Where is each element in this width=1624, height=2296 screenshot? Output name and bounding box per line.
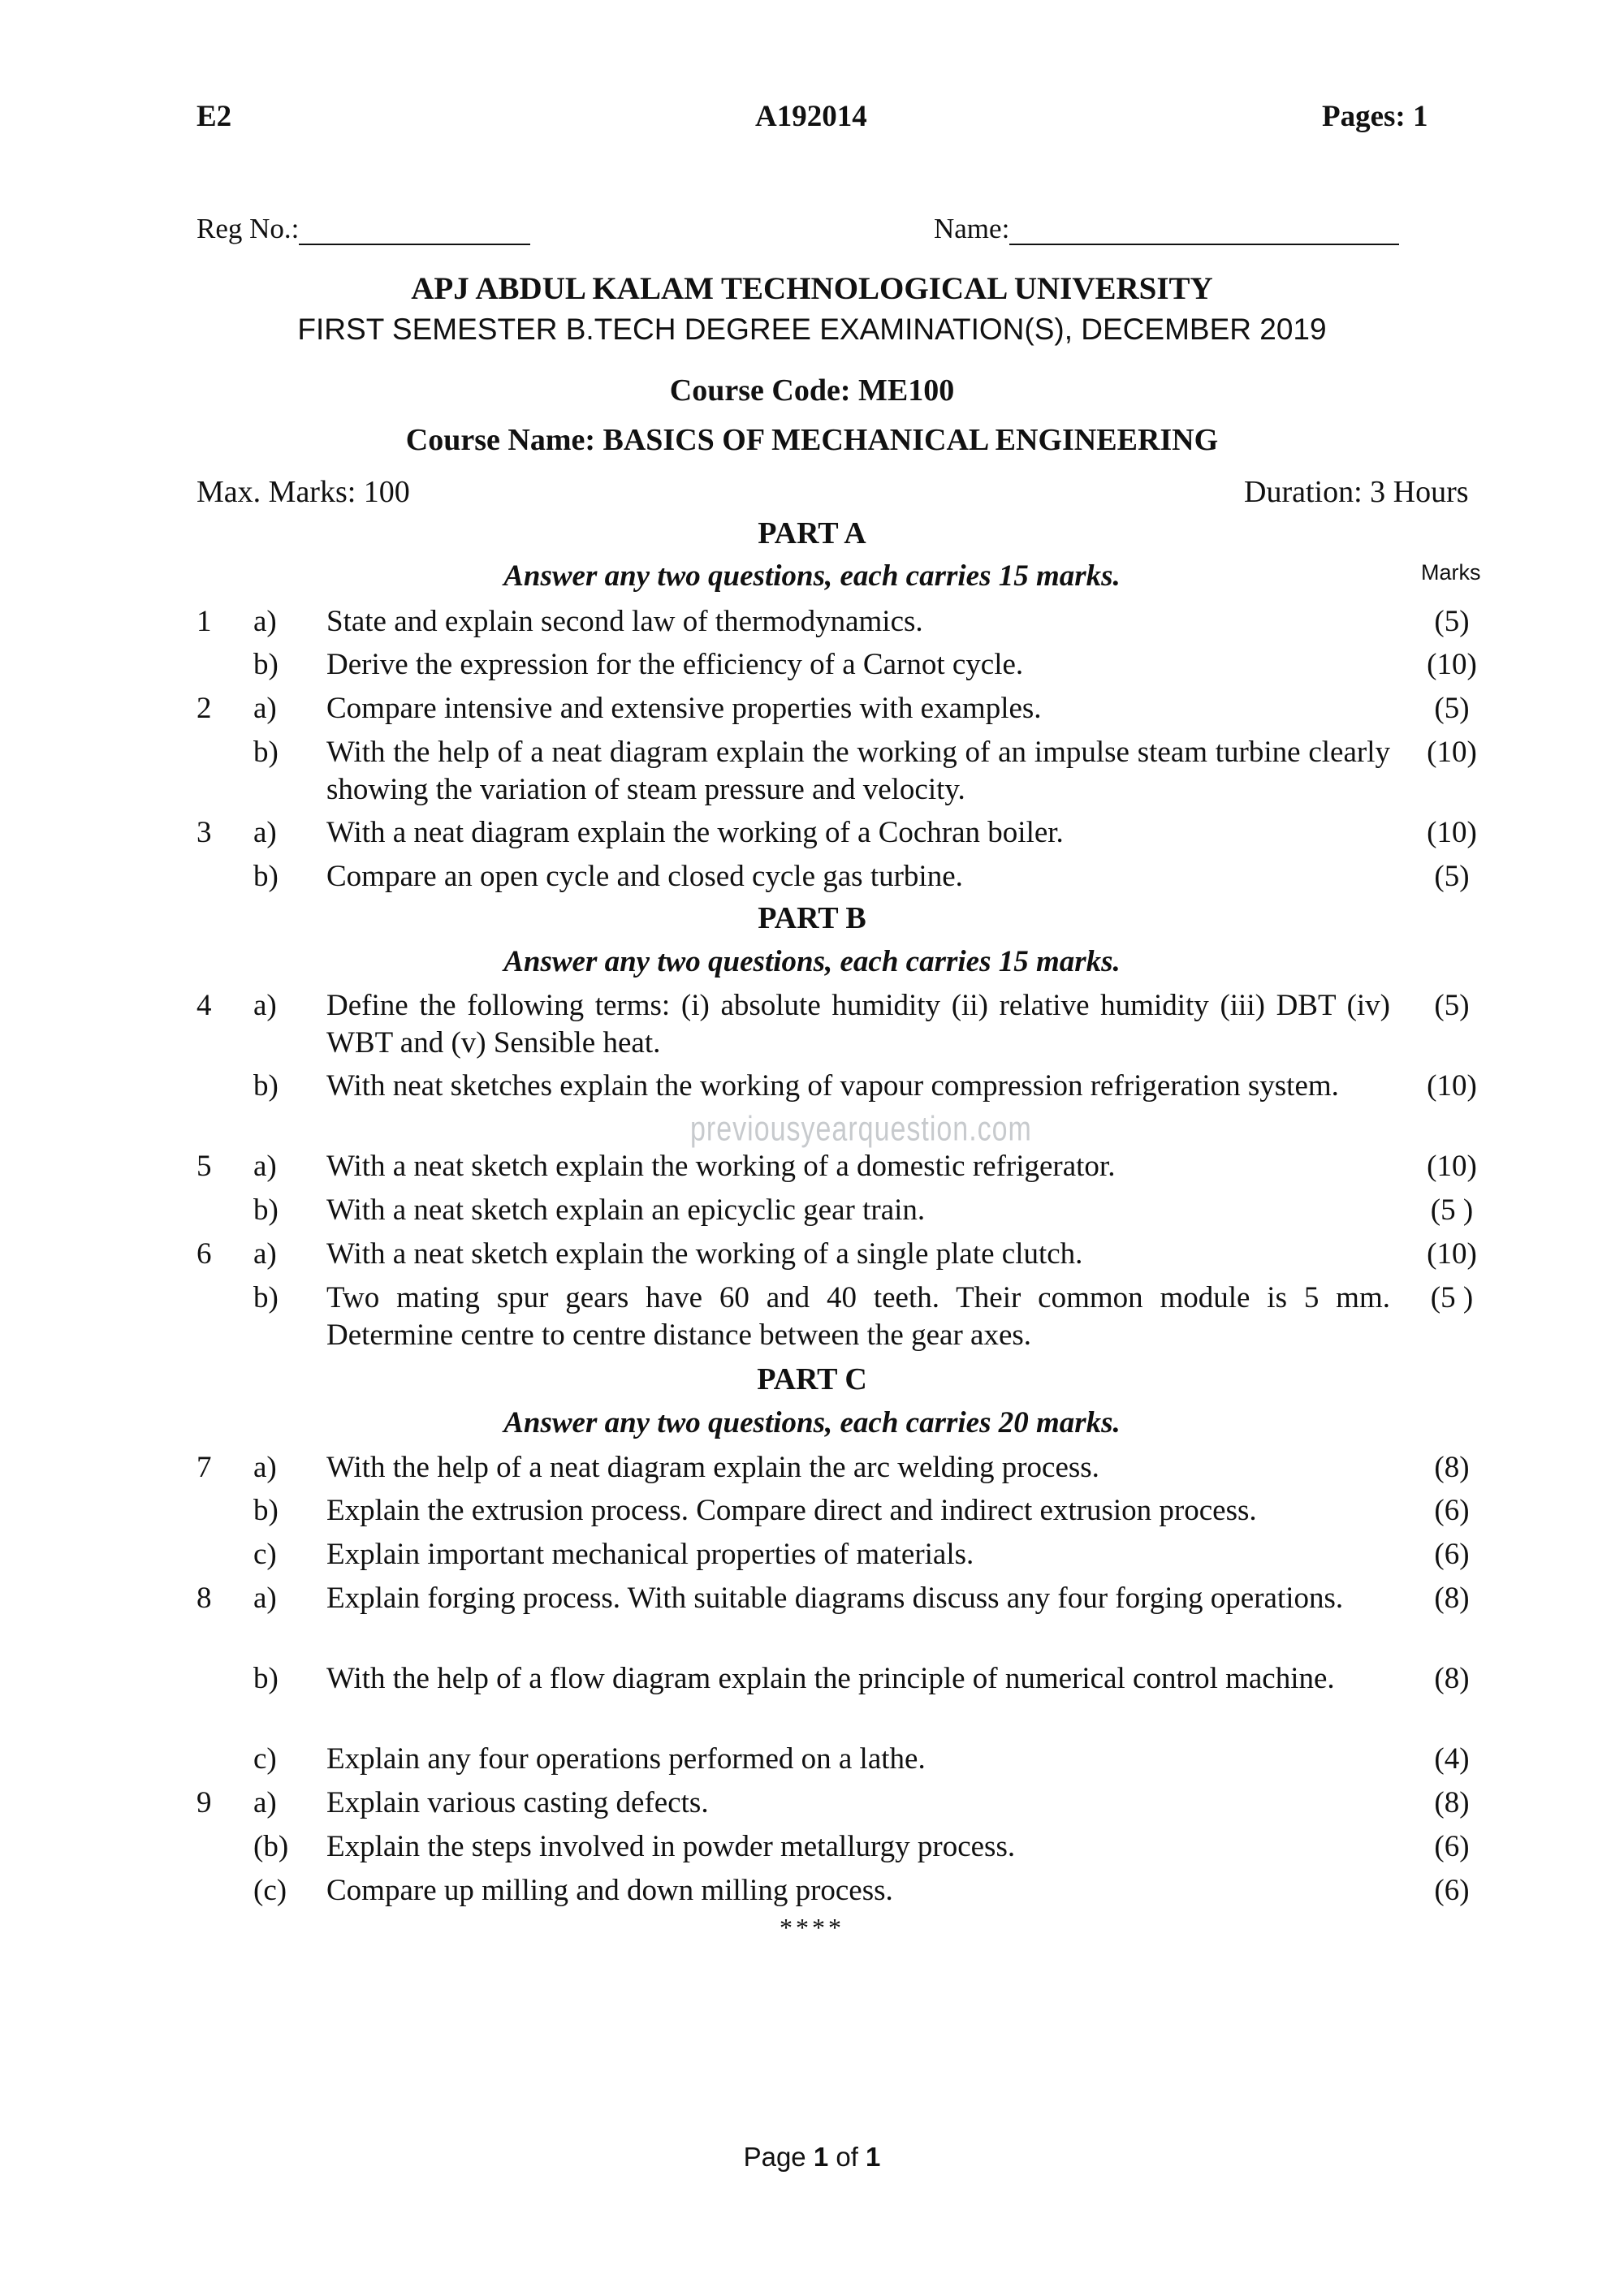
question-number: 8 [197, 1582, 212, 1615]
footer-total-pages: 1 [866, 2142, 881, 2172]
marks-column-header: Marks [1421, 560, 1481, 585]
end-marker: **** [780, 1913, 844, 1942]
question-text: Compare an open cycle and closed cycle gas turbine. [326, 860, 963, 893]
question-text: Explain the extrusion process. Compare direct and indirect extrusion process. [326, 1494, 1257, 1527]
question-text: With the help of a neat diagram explain the arc welding process. [326, 1451, 1099, 1484]
question-sub: (b) [253, 1830, 289, 1863]
question-number: 3 [197, 816, 212, 849]
question-text: Explain various casting defects. [326, 1786, 709, 1819]
question-sub: b) [253, 736, 279, 769]
duration: Duration: 3 Hours [1244, 475, 1469, 509]
question-sub: b) [253, 1281, 279, 1314]
question-text: With the help of a neat diagram explain the working of an impulse steam turbine clearly showing the variation of steam pressure and velocity. [326, 736, 1390, 806]
part-a-title: PART A [758, 516, 866, 550]
footer-current-page: 1 [813, 2142, 829, 2172]
part-c-title: PART C [757, 1362, 867, 1396]
course-name: Course Name: BASICS OF MECHANICAL ENGINEERING [405, 423, 1219, 457]
question-number: 2 [197, 692, 212, 725]
question-number: 1 [197, 605, 212, 638]
footer-prefix: Page [743, 2142, 814, 2172]
question-number: 6 [197, 1237, 212, 1271]
question-marks: (10) [1427, 816, 1477, 849]
question-marks: (5) [1434, 989, 1470, 1022]
reg-no-field [197, 213, 530, 245]
question-sub: a) [253, 1150, 277, 1183]
question-marks: (5 ) [1430, 1193, 1474, 1227]
question-marks: (5) [1434, 860, 1470, 893]
paper-code: A192014 [755, 100, 867, 133]
part-b-instruction: Answer any two questions, each carries 15 marks. [503, 945, 1121, 978]
page-footer [0, 2142, 1624, 2173]
page-count: Pages: 1 [1322, 100, 1428, 133]
question-marks: (5) [1434, 692, 1470, 725]
question-text: Compare up milling and down milling process. [326, 1874, 893, 1907]
question-marks: (5 ) [1430, 1281, 1474, 1314]
question-sub: a) [253, 816, 277, 849]
max-marks: Max. Marks: 100 [197, 475, 410, 509]
question-marks: (10) [1427, 736, 1477, 769]
question-text: With a neat sketch explain the working of a domestic refrigerator. [326, 1150, 1116, 1183]
question-marks: (6) [1434, 1538, 1470, 1571]
question-sub: c) [253, 1742, 277, 1776]
watermark: previousyearquestion.com [690, 1110, 1032, 1149]
question-marks: (10) [1427, 1237, 1477, 1271]
question-sub: a) [253, 989, 277, 1022]
course-code: Course Code: ME100 [669, 373, 955, 408]
name-field [934, 213, 1399, 245]
question-sub: (c) [253, 1874, 287, 1907]
footer-of: of [828, 2142, 866, 2172]
question-marks: (5) [1434, 605, 1470, 638]
question-text: With a neat sketch explain an epicyclic gear train. [326, 1193, 926, 1227]
question-text: With a neat diagram explain the working of a Cochran boiler. [326, 816, 1064, 849]
question-marks: (10) [1427, 1150, 1477, 1183]
question-marks: (10) [1427, 1069, 1477, 1103]
question-text: Explain important mechanical properties of materials. [326, 1538, 974, 1571]
question-number: 9 [197, 1786, 212, 1819]
question-marks: (6) [1434, 1874, 1470, 1907]
question-sub: a) [253, 605, 277, 638]
part-c-instruction: Answer any two questions, each carries 20 marks. [503, 1406, 1121, 1439]
question-text: Define the following terms: (i) absolute humidity (ii) relative humidity (iii) DBT (iv) WBT and (v) Sensible heat. [326, 989, 1390, 1060]
question-text: Explain the steps involved in powder metallurgy process. [326, 1830, 1016, 1863]
question-text: Two mating spur gears have 60 and 40 teeth. Their common module is 5 mm. Determine centre to centre distance between the gear axes. [326, 1281, 1390, 1352]
part-a-instruction: Answer any two questions, each carries 15 marks. [503, 559, 1121, 593]
reg-no-label: Reg No.: [197, 213, 300, 244]
question-text: With neat sketches explain the working of vapour compression refrigeration system. [326, 1069, 1339, 1103]
paper-series: E2 [197, 100, 232, 133]
question-text: Explain forging process. With suitable diagrams discuss any four forging operations. [326, 1582, 1344, 1615]
reg-no-blank [299, 219, 530, 245]
question-sub: a) [253, 1451, 277, 1484]
question-text: With the help of a flow diagram explain the principle of numerical control machine. [326, 1662, 1335, 1695]
question-sub: a) [253, 1237, 277, 1271]
question-marks: (8) [1434, 1786, 1470, 1819]
name-label: Name: [934, 213, 1010, 244]
question-sub: a) [253, 692, 277, 725]
question-sub: b) [253, 860, 279, 893]
question-sub: b) [253, 1193, 279, 1227]
exam-title: FIRST SEMESTER B.TECH DEGREE EXAMINATION(S), DECEMBER 2019 [297, 313, 1327, 346]
name-blank [1009, 219, 1399, 245]
question-text: State and explain second law of thermodynamics. [326, 605, 923, 638]
question-text: Explain any four operations performed on a lathe. [326, 1742, 926, 1776]
question-sub: b) [253, 1069, 279, 1103]
question-marks: (10) [1427, 648, 1477, 681]
question-marks: (8) [1434, 1451, 1470, 1484]
question-sub: c) [253, 1538, 277, 1571]
question-sub: b) [253, 648, 279, 681]
question-number: 4 [197, 989, 212, 1022]
part-b-title: PART B [758, 901, 866, 935]
university-name: APJ ABDUL KALAM TECHNOLOGICAL UNIVERSITY [411, 271, 1213, 306]
question-sub: b) [253, 1494, 279, 1527]
question-marks: (6) [1434, 1830, 1470, 1863]
question-marks: (8) [1434, 1662, 1470, 1695]
question-marks: (6) [1434, 1494, 1470, 1527]
question-marks: (4) [1434, 1742, 1470, 1776]
question-marks: (8) [1434, 1582, 1470, 1615]
question-number: 7 [197, 1451, 212, 1484]
question-text: With a neat sketch explain the working of a single plate clutch. [326, 1237, 1083, 1271]
question-text: Compare intensive and extensive properties with examples. [326, 692, 1042, 725]
question-number: 5 [197, 1150, 212, 1183]
question-sub: a) [253, 1582, 277, 1615]
question-text: Derive the expression for the efficiency of a Carnot cycle. [326, 648, 1024, 681]
question-sub: a) [253, 1786, 277, 1819]
question-sub: b) [253, 1662, 279, 1695]
